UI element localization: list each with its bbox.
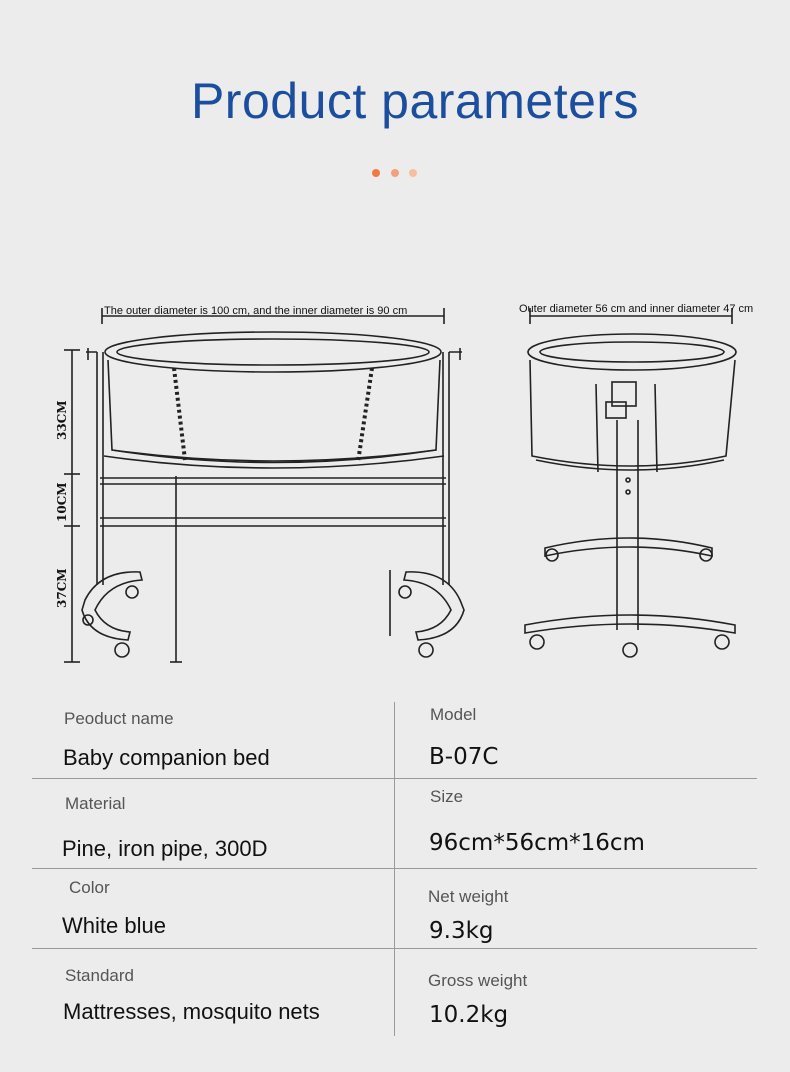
spec-label-material: Material — [65, 794, 126, 813]
height-label-bottom: 37CM — [55, 568, 69, 608]
spec-label-model: Model — [430, 705, 477, 724]
spec-label-net-weight: Net weight — [428, 887, 509, 906]
decoration-dot — [391, 169, 399, 177]
spec-value-size: 96cm*56cm*16cm — [429, 830, 645, 856]
page-title: Product parameters — [190, 73, 640, 129]
spec-value-model: B-07C — [429, 744, 499, 770]
row-divider — [32, 948, 757, 949]
spec-value-material: Pine, iron pipe, 300D — [62, 836, 268, 861]
spec-value-net-weight: 9.3kg — [429, 918, 494, 944]
column-divider — [394, 702, 395, 1036]
side-width-note: Outer diameter 56 cm and inner diameter 47 cm — [519, 303, 754, 315]
spec-label-product-name: Peoduct name — [64, 709, 174, 728]
spec-value-gross-weight: 10.2kg — [429, 1002, 509, 1028]
height-label-middle: 10CM — [55, 482, 69, 522]
row-divider — [32, 868, 757, 869]
spec-value-standard: Mattresses, mosquito nets — [63, 999, 320, 1024]
spec-value-product-name: Baby companion bed — [63, 745, 270, 770]
spec-label-standard: Standard — [65, 966, 134, 985]
title-decoration-dots — [372, 169, 422, 177]
row-divider — [32, 778, 757, 779]
spec-label-color: Color — [69, 878, 110, 897]
spec-label-size: Size — [430, 787, 464, 806]
front-width-note: The outer diameter is 100 cm, and the inner diameter is 90 cm — [104, 305, 408, 317]
decoration-dot — [409, 169, 417, 177]
spec-label-gross-weight: Gross weight — [428, 971, 528, 990]
spec-value-color: White blue — [62, 913, 166, 938]
decoration-dot — [372, 169, 380, 177]
spec-table — [32, 700, 757, 1040]
height-label-top: 33CM — [55, 400, 69, 440]
product-dimension-drawing — [0, 280, 790, 680]
